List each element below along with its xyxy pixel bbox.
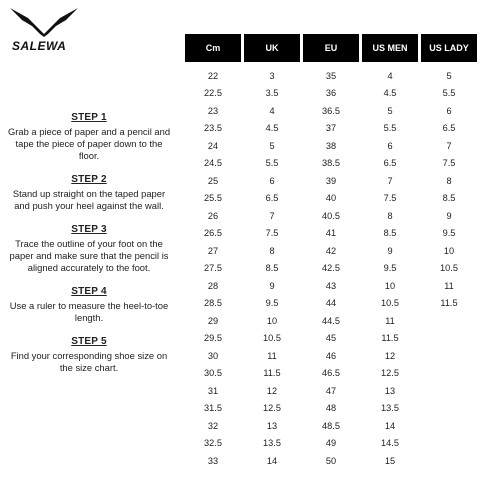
table-cell: 35 (325, 70, 337, 81)
table-row (185, 172, 477, 190)
step-1 (0, 112, 178, 162)
table-cell: 9.5 (442, 228, 456, 239)
table-cell: 46.5 (322, 368, 340, 379)
table-cell: 6 (387, 140, 393, 151)
eagle-logo-icon (8, 4, 80, 38)
table-cell: 25.5 (204, 193, 222, 204)
table-cell: 11 (385, 315, 395, 326)
table-row (185, 137, 477, 155)
step-title: STEP 3 (71, 224, 107, 235)
size-chart-header-row (185, 34, 477, 62)
table-cell: 7 (387, 175, 393, 186)
table-cell: 14.5 (381, 438, 399, 449)
table-cell: 46 (325, 350, 337, 361)
table-cell: 48 (325, 403, 337, 414)
table-cell: 9 (387, 245, 393, 256)
table-cell: 38 (325, 140, 337, 151)
table-cell: 47 (325, 385, 337, 396)
table-cell: 42.5 (322, 263, 340, 274)
table-cell: 28.5 (204, 298, 222, 309)
table-cell: 24.5 (204, 158, 222, 169)
step-2 (0, 174, 178, 212)
table-cell: 10.5 (263, 333, 281, 344)
table-cell: 10 (266, 315, 278, 326)
table-cell: 4.5 (383, 88, 397, 99)
table-cell (421, 382, 477, 400)
table-cell: 37 (325, 123, 337, 134)
table-cell: 10 (443, 245, 455, 256)
table-row (185, 400, 477, 418)
table-cell: 29.5 (204, 333, 222, 344)
table-cell: 30.5 (204, 368, 222, 379)
table-row (185, 330, 477, 348)
table-cell: 48.5 (322, 420, 340, 431)
table-cell: 30 (207, 350, 219, 361)
size-chart-table (182, 34, 480, 470)
table-cell: 8.5 (442, 193, 456, 204)
table-cell: 22.5 (204, 88, 222, 99)
table-cell: 11.5 (381, 333, 399, 344)
table-cell (421, 452, 477, 470)
table-row (185, 312, 477, 330)
table-cell: 7.5 (383, 193, 397, 204)
table-row (185, 435, 477, 453)
table-cell: 13 (384, 385, 396, 396)
column-header-eu: EU (303, 34, 359, 62)
table-cell: 42 (325, 245, 337, 256)
table-cell (421, 312, 477, 330)
table-cell: 5.5 (265, 158, 279, 169)
table-cell: 40.5 (322, 210, 340, 221)
table-cell: 5.5 (442, 88, 456, 99)
table-cell: 7 (446, 140, 452, 151)
table-row (185, 242, 477, 260)
step-text: Trace the outline of your foot on the paper and make sure that the pencil is aligned accurately to the foot. (9, 238, 169, 273)
table-cell: 14 (384, 420, 396, 431)
table-cell: 45 (325, 333, 337, 344)
table-cell: 32.5 (204, 438, 222, 449)
table-cell: 6.5 (265, 193, 279, 204)
table-cell: 27.5 (204, 263, 222, 274)
table-cell: 33 (207, 455, 219, 466)
table-cell: 11.5 (263, 368, 281, 379)
table-cell: 9.5 (383, 263, 397, 274)
table-cell: 6.5 (442, 123, 456, 134)
table-cell (421, 365, 477, 383)
table-cell: 36.5 (322, 105, 340, 116)
table-cell: 9.5 (265, 298, 279, 309)
table-cell: 13.5 (381, 403, 399, 414)
table-row (185, 190, 477, 208)
table-cell: 39 (325, 175, 337, 186)
table-row (185, 295, 477, 313)
table-cell: 44 (325, 298, 337, 309)
table-row (185, 277, 477, 295)
table-row (185, 155, 477, 173)
table-cell: 13 (266, 420, 278, 431)
table-cell: 3 (269, 70, 275, 81)
table-cell: 9 (269, 280, 275, 291)
table-row (185, 207, 477, 225)
table-cell: 12 (266, 385, 278, 396)
table-cell: 40 (325, 193, 337, 204)
brand-logo (8, 4, 84, 53)
table-cell: 31.5 (204, 403, 222, 414)
table-row (185, 382, 477, 400)
table-cell (421, 330, 477, 348)
table-cell: 8 (387, 210, 393, 221)
table-cell: 6 (446, 105, 452, 116)
table-cell (421, 417, 477, 435)
table-cell: 44.5 (322, 315, 340, 326)
table-cell: 23 (207, 105, 219, 116)
table-row (185, 102, 477, 120)
table-cell: 12.5 (381, 368, 399, 379)
table-cell: 9 (446, 210, 452, 221)
table-cell: 8 (269, 245, 275, 256)
table-cell: 36 (325, 88, 337, 99)
table-cell: 41 (325, 228, 337, 239)
column-header-us-men: US MEN (362, 34, 418, 62)
table-cell: 5.5 (383, 123, 397, 134)
column-header-us-lady: US LADY (421, 34, 477, 62)
table-cell: 3.5 (265, 88, 279, 99)
table-cell: 11.5 (440, 298, 458, 309)
table-cell: 11 (267, 350, 277, 361)
table-row (185, 365, 477, 383)
size-chart-body (185, 62, 477, 470)
table-cell: 6 (269, 175, 275, 186)
instructions (0, 112, 178, 386)
table-cell: 50 (325, 455, 337, 466)
table-cell: 31 (207, 385, 219, 396)
step-title: STEP 4 (71, 286, 107, 297)
table-cell: 5 (446, 70, 452, 81)
table-row (185, 85, 477, 103)
table-cell: 5 (387, 105, 393, 116)
table-cell: 12 (384, 350, 396, 361)
table-row (185, 225, 477, 243)
table-cell: 25 (207, 175, 219, 186)
brand-name: SALEWA (12, 39, 67, 53)
column-header-cm: Cm (185, 34, 241, 62)
step-title: STEP 1 (71, 112, 107, 123)
table-cell: 10 (384, 280, 396, 291)
table-cell: 7 (269, 210, 275, 221)
table-cell: 38.5 (322, 158, 340, 169)
step-text: Find your corresponding shoe size on the size chart. (10, 350, 168, 373)
table-row (185, 120, 477, 138)
step-4 (0, 286, 178, 324)
table-cell: 10.5 (381, 298, 399, 309)
table-cell: 4 (387, 70, 393, 81)
step-text: Use a ruler to measure the heel-to-toe length. (9, 300, 169, 323)
table-cell: 8.5 (383, 228, 397, 239)
table-cell: 28 (207, 280, 219, 291)
table-cell: 13.5 (263, 438, 281, 449)
column-header-uk: UK (244, 34, 300, 62)
table-cell: 11 (444, 280, 454, 291)
table-cell: 24 (207, 140, 219, 151)
table-cell (421, 347, 477, 365)
table-cell: 43 (325, 280, 337, 291)
step-title: STEP 5 (71, 336, 107, 347)
table-cell: 22 (207, 70, 219, 81)
table-row (185, 417, 477, 435)
table-cell: 27 (207, 245, 219, 256)
step-title: STEP 2 (71, 174, 107, 185)
table-cell: 14 (266, 455, 278, 466)
step-3 (0, 224, 178, 274)
table-cell: 26 (207, 210, 219, 221)
table-cell: 7.5 (442, 158, 456, 169)
table-cell: 15 (384, 455, 396, 466)
table-cell: 10.5 (440, 263, 458, 274)
table-cell: 12.5 (263, 403, 281, 414)
table-cell: 8.5 (265, 263, 279, 274)
table-cell: 6.5 (383, 158, 397, 169)
table-cell: 4 (269, 105, 275, 116)
table-cell: 32 (207, 420, 219, 431)
table-row (185, 452, 477, 470)
table-cell (421, 435, 477, 453)
table-cell: 8 (446, 175, 452, 186)
table-cell (421, 400, 477, 418)
table-cell: 4.5 (265, 123, 279, 134)
table-cell: 26.5 (204, 228, 222, 239)
table-row (185, 347, 477, 365)
table-cell: 7.5 (265, 228, 279, 239)
table-row (185, 260, 477, 278)
step-5 (0, 336, 178, 374)
step-text: Stand up straight on the taped paper and push your heel against the wall. (12, 188, 166, 211)
step-text: Grab a piece of paper and a pencil and tape the piece of paper down to the floor. (7, 126, 171, 161)
table-cell: 29 (207, 315, 219, 326)
table-row (185, 67, 477, 85)
table-cell: 49 (325, 438, 337, 449)
table-cell: 5 (269, 140, 275, 151)
table-cell: 23.5 (204, 123, 222, 134)
